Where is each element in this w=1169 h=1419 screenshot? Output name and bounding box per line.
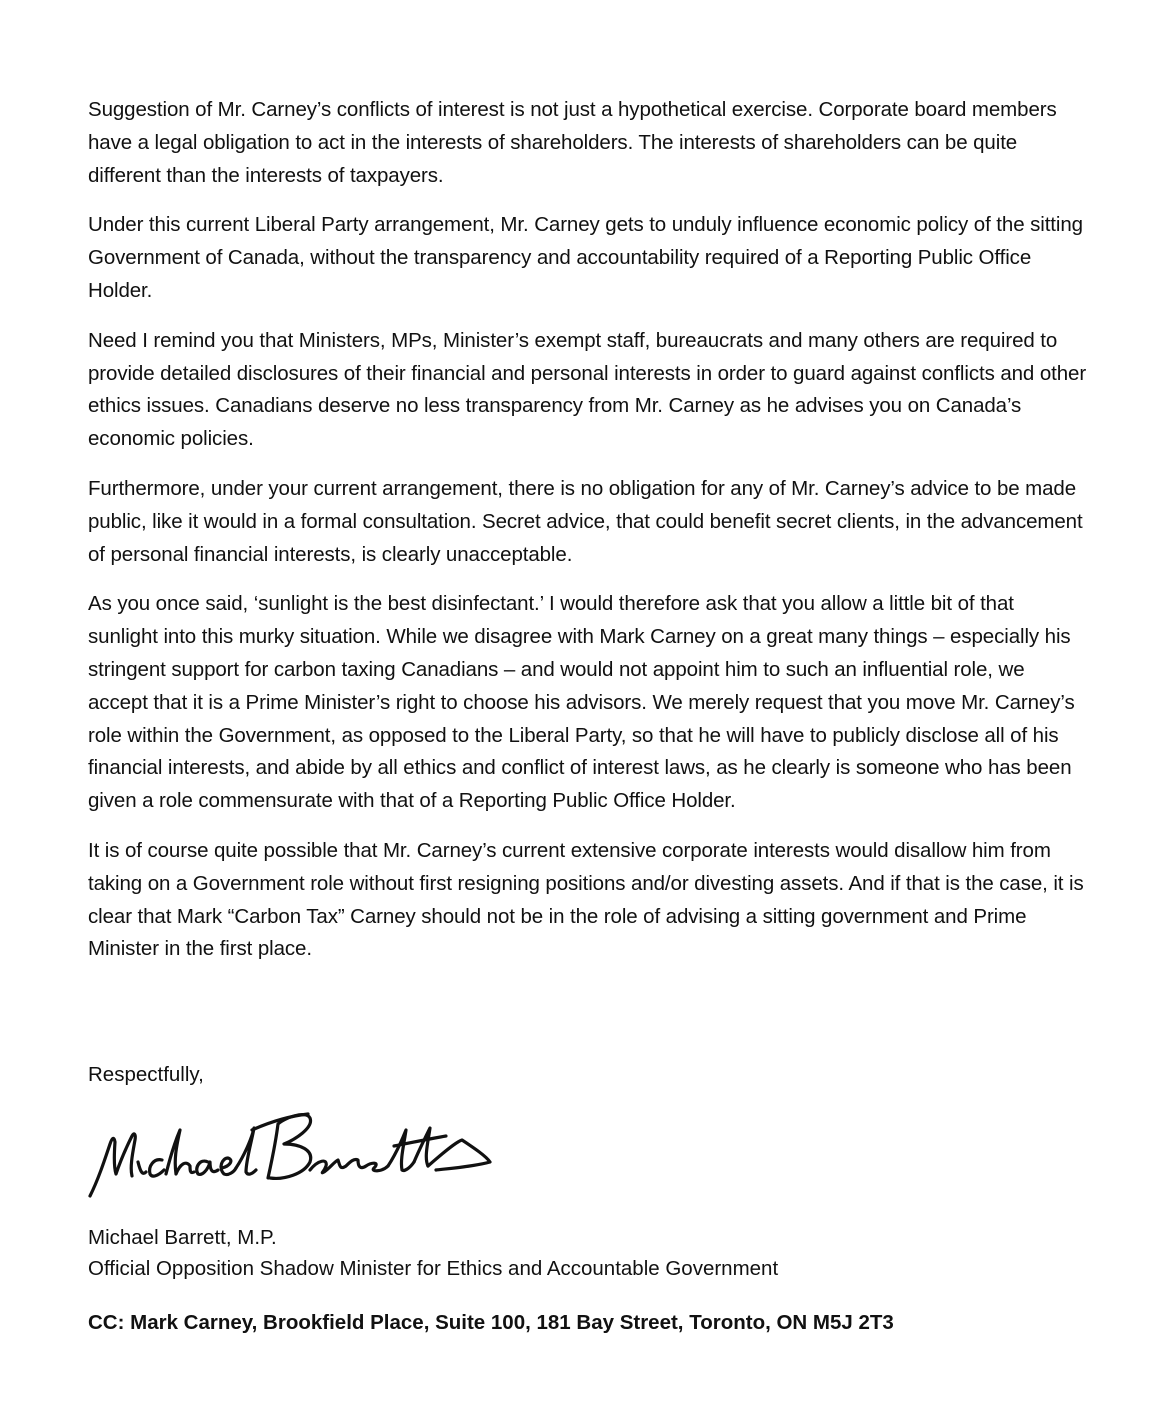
cc-line: CC: Mark Carney, Brookfield Place, Suite 100, 181 Bay Street, Toronto, ON M5J 2T3 [88,1311,894,1334]
paragraph-disclosures: Need I remind you that Ministers, MPs, Minister’s exempt staff, bureaucrats and many others are required to provide detailed disclosures of their financial and personal interests in order to guard against conflicts and other ethics issues. Canadians deserve no less transparency from Mr. Carney as he advises you on Canada’s economic policies. [88,328,1087,451]
paragraph-sunlight: As you once said, ‘sunlight is the best disinfectant.’ I would therefore ask that you allow a little bit of that sunlight into this murky situation. While we disagree with Mark Carney on a great many things – especially his stringent support for carbon taxing Canadians – and would not appoint him to such an influential role, we accept that it is a Prime Minister’s right to choose his advisors. We merely request that you move Mr. Carney’s role within the Government, as opposed to the Liberal Party, so that he will have to publicly disclose all of his financial interests, and abide by all ethics and conflict of interest laws, as he clearly is someone who has been given a role commensurate with that of a Reporting Public Office Holder. [88,592,1075,813]
signer-name: Michael Barrett, M.P. [88,1226,277,1249]
handwritten-signature [84,1100,504,1212]
signature-block [88,1222,778,1284]
signer-title: Official Opposition Shadow Minister for Ethics and Accountable Government [88,1257,779,1280]
closing-salutation: Respectfully, [88,1063,204,1086]
paragraph-conflicts: Suggestion of Mr. Carney’s conflicts of interest is not just a hypothetical exercise. Corporate board members have a legal obligation to act in the interests of shareholders. The interests of shareholders can be quite different than the interests of taxpayers. [88,98,1057,187]
letter-body [88,94,1088,983]
paragraph-secret-advice: Furthermore, under your current arrangement, there is no obligation for any of Mr. Carney’s advice to be made public, like it would in a formal consultation. Secret advice, that could benefit secret clients, in the advancement of personal financial interests, is clearly unacceptable. [88,476,1083,566]
paragraph-arrangement: Under this current Liberal Party arrangement, Mr. Carney gets to unduly influence economic policy of the sitting Government of Canada, without the transparency and accountability required of a Reporting Public Office Holder. [88,213,1083,302]
paragraph-corporate-interests: It is of course quite possible that Mr. Carney’s current extensive corporate interests would disallow him from taking on a Government role without first resigning positions and/or divesting assets. And if that is the case, it is clear that Mark “Carbon Tax” Carney should not be in the role of advising a sitting government and Prime Minister in the first place. [88,838,1084,961]
